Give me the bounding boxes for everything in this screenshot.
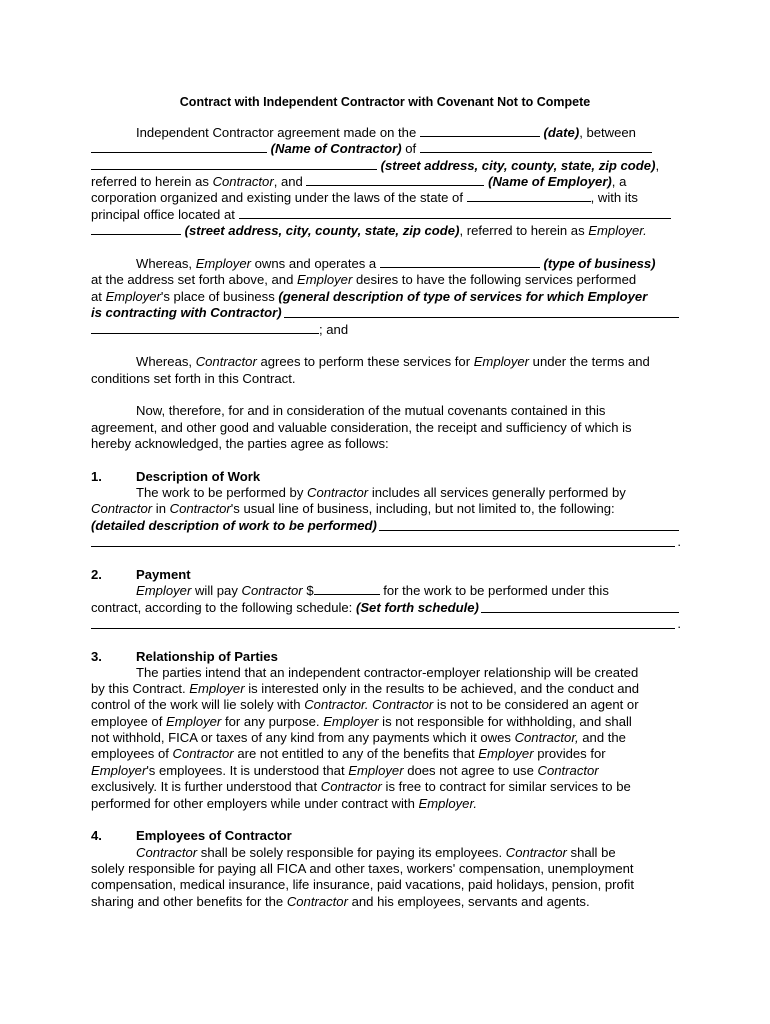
services-description-blank-2[interactable] [91, 322, 319, 334]
intro-line-6 [91, 207, 681, 223]
sec3-line-3 [91, 697, 681, 713]
contractor-term: Contractor, [514, 730, 579, 745]
work-description-blank[interactable] [379, 518, 679, 531]
sec1-line-3 [91, 518, 681, 534]
whereas-text: desires to have the following services performed [355, 272, 637, 287]
sec3-line-9 [91, 796, 681, 812]
contractor-term: Contractor [505, 845, 567, 860]
employer-name-blank[interactable] [306, 174, 484, 186]
employer-term: Employer. [418, 796, 477, 811]
sec3-line-2 [91, 681, 681, 697]
now-line-3: hereby acknowledged, the parties agree as follows: [91, 436, 389, 451]
contractor-term: Contractor [372, 697, 434, 712]
whereas1-line-3 [91, 289, 681, 305]
intro-line-3 [91, 158, 681, 174]
work-description-blank-2[interactable] [91, 534, 675, 547]
schedule-blank[interactable] [481, 600, 679, 613]
whereas-text: agrees to perform these services for [260, 354, 471, 369]
employer-term: Employer [105, 289, 161, 304]
contractor-term: Contractor [172, 746, 234, 761]
contractor-name-blank[interactable] [91, 141, 267, 153]
sec1-line-2 [91, 501, 681, 517]
employer-address-blank[interactable] [91, 223, 181, 235]
section-heading: Payment [136, 567, 191, 582]
whereas-text: at the address set forth above, and [91, 272, 294, 287]
sec3-text: is free to contract for similar services to be [385, 779, 631, 794]
sec4-line-2: solely responsible for paying all FICA and other taxes, workers' compensation, unemployment [91, 861, 634, 876]
contractor-name-label: (Name of Contractor) [270, 141, 402, 156]
intro-line-5 [91, 190, 681, 206]
contractor-term: Contractor [537, 763, 599, 778]
sec3-text: is not to be considered an agent or [436, 697, 639, 712]
intro-line-2 [91, 141, 681, 157]
intro-line-4 [91, 174, 681, 190]
intro-text: , a [611, 174, 627, 189]
whereas-text: at [91, 289, 102, 304]
whereas-text: owns and operates a [254, 256, 377, 271]
sec3-line-1: The parties intend that an independent contractor-employer relationship will be created [136, 665, 639, 680]
employer-term: Employer [195, 256, 251, 271]
office-location-blank[interactable] [239, 207, 671, 219]
date-blank[interactable] [420, 125, 540, 137]
section-number: 4. [91, 828, 102, 843]
whereas-text: ; and [319, 322, 349, 337]
employer-term: Employer [165, 714, 222, 729]
contractor-term: Contractor [241, 583, 303, 598]
state-blank[interactable] [467, 190, 591, 202]
sec2-text: will pay [194, 583, 238, 598]
intro-text: , between [579, 125, 636, 140]
whereas-text: 's place of business [160, 289, 275, 304]
sec3-text: is interested only in the results to be achieved, and the conduct and [248, 681, 640, 696]
whereas2-line-1 [136, 354, 681, 370]
sec4-text: and his employees, servants and agents. [351, 894, 590, 909]
schedule-label: (Set forth schedule) [355, 600, 479, 615]
employer-term: Employer [323, 714, 379, 729]
section-heading: Employees of Contractor [136, 828, 292, 843]
sec3-line-4 [91, 714, 681, 730]
date-label: (date) [543, 125, 580, 140]
whereas-text: conditions set forth in this Contract. [91, 371, 296, 386]
sec3-text: for any purpose. [224, 714, 320, 729]
sec1-text: The work to be performed by [136, 485, 304, 500]
intro-text: Independent Contractor agreement made on the [136, 125, 417, 140]
sec3-text: provides for [537, 746, 606, 761]
employer-term: Employer. [588, 223, 647, 238]
sec1-text: 's usual line of business, including, but not limited to, the following: [230, 501, 615, 516]
now-line-1: Now, therefore, for and in consideration of the mutual covenants contained in this [136, 403, 606, 418]
employer-name-label: (Name of Employer) [488, 174, 612, 189]
sec3-text: exclusively. It is further understood that [91, 779, 318, 794]
business-type-label: (type of business) [543, 256, 656, 271]
whereas1-line-4 [91, 305, 681, 321]
contractor-term: Contractor [286, 894, 348, 909]
sec2-line-1 [136, 583, 681, 599]
intro-text: referred to herein as [91, 174, 209, 189]
contractor-address-blank[interactable] [91, 158, 377, 170]
sec3-line-8 [91, 779, 681, 795]
contractor-term: Contractor [307, 485, 369, 500]
section-heading: Relationship of Parties [136, 649, 278, 664]
sec4-line-1 [136, 845, 681, 861]
sec3-line-6 [91, 746, 681, 762]
whereas-text: under the terms and [532, 354, 650, 369]
section-heading: Description of Work [136, 469, 261, 484]
intro-text: , [655, 158, 660, 173]
sec3-text: does not agree to use [407, 763, 534, 778]
sec3-text: employees of [91, 746, 169, 761]
section-number: 3. [91, 649, 102, 664]
intro-line-7 [91, 223, 681, 239]
contractor-term: Contractor [320, 779, 382, 794]
sec3-text: not withhold, FICA or taxes of any kind from any payments which it owes [91, 730, 511, 745]
sec4-text: sharing and other benefits for the [91, 894, 284, 909]
whereas1-line-1 [136, 256, 681, 272]
services-description-label: (general description of type of services for which Employer [278, 289, 648, 304]
intro-text: , with its [590, 190, 638, 205]
employer-address-label: (street address, city, county, state, zip code) [184, 223, 460, 238]
document-title: Contract with Independent Contractor with Covenant Not to Compete [179, 95, 591, 109]
sec2-text: $ [306, 583, 314, 598]
sec3-text: performed for other employers while under contract with [91, 796, 415, 811]
employer-term: Employer [348, 763, 404, 778]
sec4-text: shall be [570, 845, 616, 860]
sec3-text: are not entitled to any of the benefits that [237, 746, 475, 761]
intro-text: , referred to herein as [459, 223, 585, 238]
sec1-line-1 [136, 485, 681, 501]
contractor-term: Contractor [195, 354, 257, 369]
contractor-location-blank[interactable] [420, 141, 652, 153]
intro-text: corporation organized and existing under the laws of the state of [91, 190, 463, 205]
sec1-text: in [155, 501, 166, 516]
intro-line-1 [136, 125, 681, 141]
services-description-label: is contracting with Contractor) [91, 305, 282, 320]
intro-text: principal office located at [91, 207, 235, 222]
sec2-line-3 [91, 616, 681, 632]
contractor-term: Contractor [91, 501, 153, 516]
services-description-blank[interactable] [284, 305, 679, 318]
contractor-term: Contractor [169, 501, 231, 516]
business-type-blank[interactable] [380, 256, 540, 268]
contractor-address-label: (street address, city, county, state, zip code) [380, 158, 656, 173]
sec2-line-2 [91, 600, 681, 616]
sec4-text: shall be solely responsible for paying its employees. [200, 845, 503, 860]
payment-amount-blank[interactable] [314, 583, 380, 595]
contractor-term: Contractor [136, 845, 198, 860]
whereas1-line-2 [91, 272, 681, 288]
whereas1-line-5 [91, 322, 681, 338]
sec3-text: 's employees. It is understood that [146, 763, 345, 778]
work-description-label: (detailed description of work to be performed) [91, 518, 377, 533]
intro-text: of [405, 141, 417, 156]
now-line-2: agreement, and other good and valuable consideration, the receipt and sufficiency of which is [91, 420, 632, 435]
employer-term: Employer [473, 354, 530, 369]
sec3-line-7 [91, 763, 681, 779]
employer-term: Employer [297, 272, 353, 287]
contractor-term: Contractor. [304, 697, 369, 712]
whereas-text: Whereas, [136, 256, 193, 271]
sec2-text: . [677, 616, 681, 631]
sec3-text: is not responsible for withholding, and shall [382, 714, 632, 729]
sec2-text: contract, according to the following schedule: [91, 600, 353, 615]
employer-term: Employer [189, 681, 245, 696]
sec4-line-3: compensation, medical insurance, life insurance, paid vacations, paid holidays, pension, profit [91, 877, 634, 892]
sec3-text: employee of [91, 714, 163, 729]
section-number: 1. [91, 469, 102, 484]
sec1-line-4 [91, 534, 681, 550]
sec2-text: for the work to be performed under this [383, 583, 609, 598]
employer-term: Employer [478, 746, 534, 761]
sec3-text: by this Contract. [91, 681, 186, 696]
sec3-line-5 [91, 730, 681, 746]
sec1-text: . [677, 534, 681, 549]
section-number: 2. [91, 567, 102, 582]
sec4-line-4 [91, 894, 681, 910]
employer-term: Employer [91, 763, 147, 778]
contractor-term: Contractor [212, 174, 274, 189]
whereas-text: Whereas, [136, 354, 193, 369]
schedule-blank-2[interactable] [91, 616, 675, 629]
employer-term: Employer [136, 583, 192, 598]
sec3-text: and the [582, 730, 626, 745]
sec1-text: includes all services generally performed by [371, 485, 626, 500]
sec3-text: control of the work will lie solely with [91, 697, 301, 712]
intro-text: , and [273, 174, 303, 189]
whereas2-line-2 [91, 371, 681, 387]
